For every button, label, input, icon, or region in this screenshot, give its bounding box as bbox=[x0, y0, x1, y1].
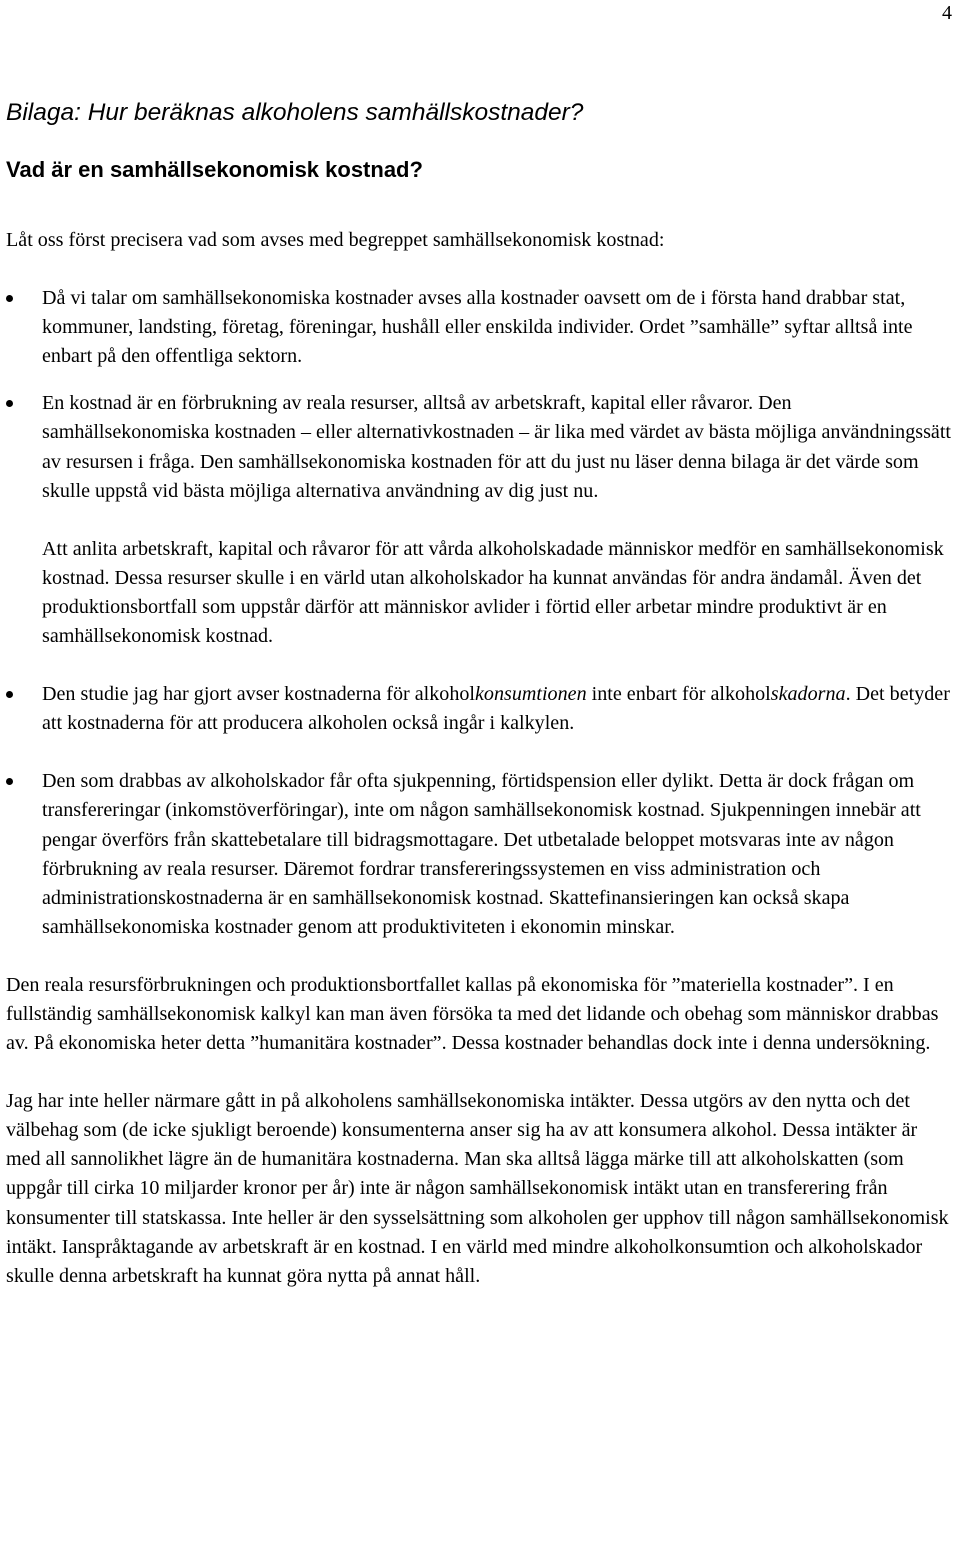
list-item bbox=[6, 389, 956, 505]
page-number: 4 bbox=[942, 2, 952, 24]
bullet-icon bbox=[6, 691, 13, 698]
bullet-icon bbox=[6, 778, 13, 785]
list-item-text: En kostnad är en förbrukning av reala resurser, alltså av arbetskraft, kapital eller råvaror. Den samhällsekonomiska kostnaden – eller alternativkostnaden – är lika med värdet av bästa möjliga användningssätt av resursen i fråga. Den samhällsekonomiska kostnaden för att du just nu läser denna bilaga är det värde som skulle uppstå vid bästa möjliga alternativa användning av dig just nu. bbox=[42, 392, 951, 502]
list-item bbox=[6, 680, 956, 738]
definition-list-continued bbox=[6, 680, 956, 942]
intro-paragraph: Låt oss först precisera vad som avses med begreppet samhällsekonomisk kostnad: bbox=[6, 229, 665, 251]
emphasis-consumption: konsumtionen bbox=[475, 683, 587, 706]
emphasis-damages: skadorna bbox=[770, 683, 846, 706]
list-item-text: Då vi talar om samhällsekonomiska kostnader avses alla kostnader oavsett om de i första hand drabbar stat, kommuner, landsting, företag, föreningar, hushåll eller enskilda individer. Ordet ”samhälle” syftar alltså inte enbart på den offentliga sektorn. bbox=[42, 287, 913, 368]
list-item bbox=[6, 767, 956, 942]
list-item-text: Den studie jag har gjort avser kostnaderna för alkoholkonsumtionen inte enbart för alkoholskadorna. Det betyder att kostnaderna för att producera alkoholen också ingår i kalkylen. bbox=[42, 683, 950, 735]
section-heading: Vad är en samhällsekonomisk kostnad? bbox=[6, 157, 423, 182]
bullet-icon bbox=[6, 400, 13, 407]
list-item-continuation: Att anlita arbetskraft, kapital och råvaror för att vårda alkoholskadade människor medför en samhällsekonomisk kostnad. Dessa resurser skulle i en värld utan alkoholskador ha kunnat användas för andra ändamål. Även det produktionsbortfall som uppstår därför att människor avlider i förtid eller arbetar mindre produktivt är en samhällsekonomisk kostnad. bbox=[42, 537, 944, 648]
appendix-title: Bilaga: Hur beräknas alkoholens samhällskostnader? bbox=[6, 99, 584, 126]
document-body bbox=[6, 226, 956, 1291]
body-paragraph: Den reala resursförbrukningen och produktionsbortfallet kallas på ekonomiska för ”materiella kostnader”. I en fullständig samhällsekonomisk kalkyl kan man även försöka ta med det lidande och obehag som människor drabbas av. På ekonomiska heter detta ”humanitära kostnader”. Dessa kostnader behandlas dock inte i denna undersökning. bbox=[6, 973, 939, 1055]
list-item bbox=[6, 284, 956, 371]
body-paragraph: Jag har inte heller närmare gått in på alkoholens samhällsekonomiska intäkter. Dessa utgörs av den nytta och det välbehag som (de icke sjukligt beroende) konsumenterna anser sig ha av att konsumera alkohol. Dessa intäkter är med all sannolikhet lägre än de humanitära kostnaderna. Man ska alltså lägga märke till att alkoholskatten (som uppgår till cirka 10 miljarder kronor per år) inte är någon samhällsekonomisk intäkt utan en transferering från konsumenter till statskassa. Inte heller är den sysselsättning som alkoholen ger upphov till någon samhällsekonomisk intäkt. Ianspråktagande av arbetskraft är en kostnad. I en värld med mindre alkoholkonsumtion och alkoholskador skulle denna arbetskraft ha kunnat göra nytta på annat håll. bbox=[6, 1090, 949, 1287]
list-item-text: Den som drabbas av alkoholskador får ofta sjukpenning, förtidspension eller dylikt. Detta är dock frågan om transfereringar (inkomstöverföringar), inte om någon samhällsekonomisk kostnad. Sjukpenningen innebär att pengar överförs från skattebetalare till bidragsmottagare. Det utbetalade beloppet motsvaras inte av någon förbrukning av reala resurser. Däremot fordrar transfereringssystemen en viss administration och administrationskostnaderna är en samhällsekonomisk kostnad. Skattefinansieringen kan också skapa samhällsekonomiska kostnader genom att produktiviteten i ekonomin minskar. bbox=[42, 770, 921, 938]
bullet-icon bbox=[6, 295, 13, 302]
definition-list bbox=[6, 284, 956, 506]
